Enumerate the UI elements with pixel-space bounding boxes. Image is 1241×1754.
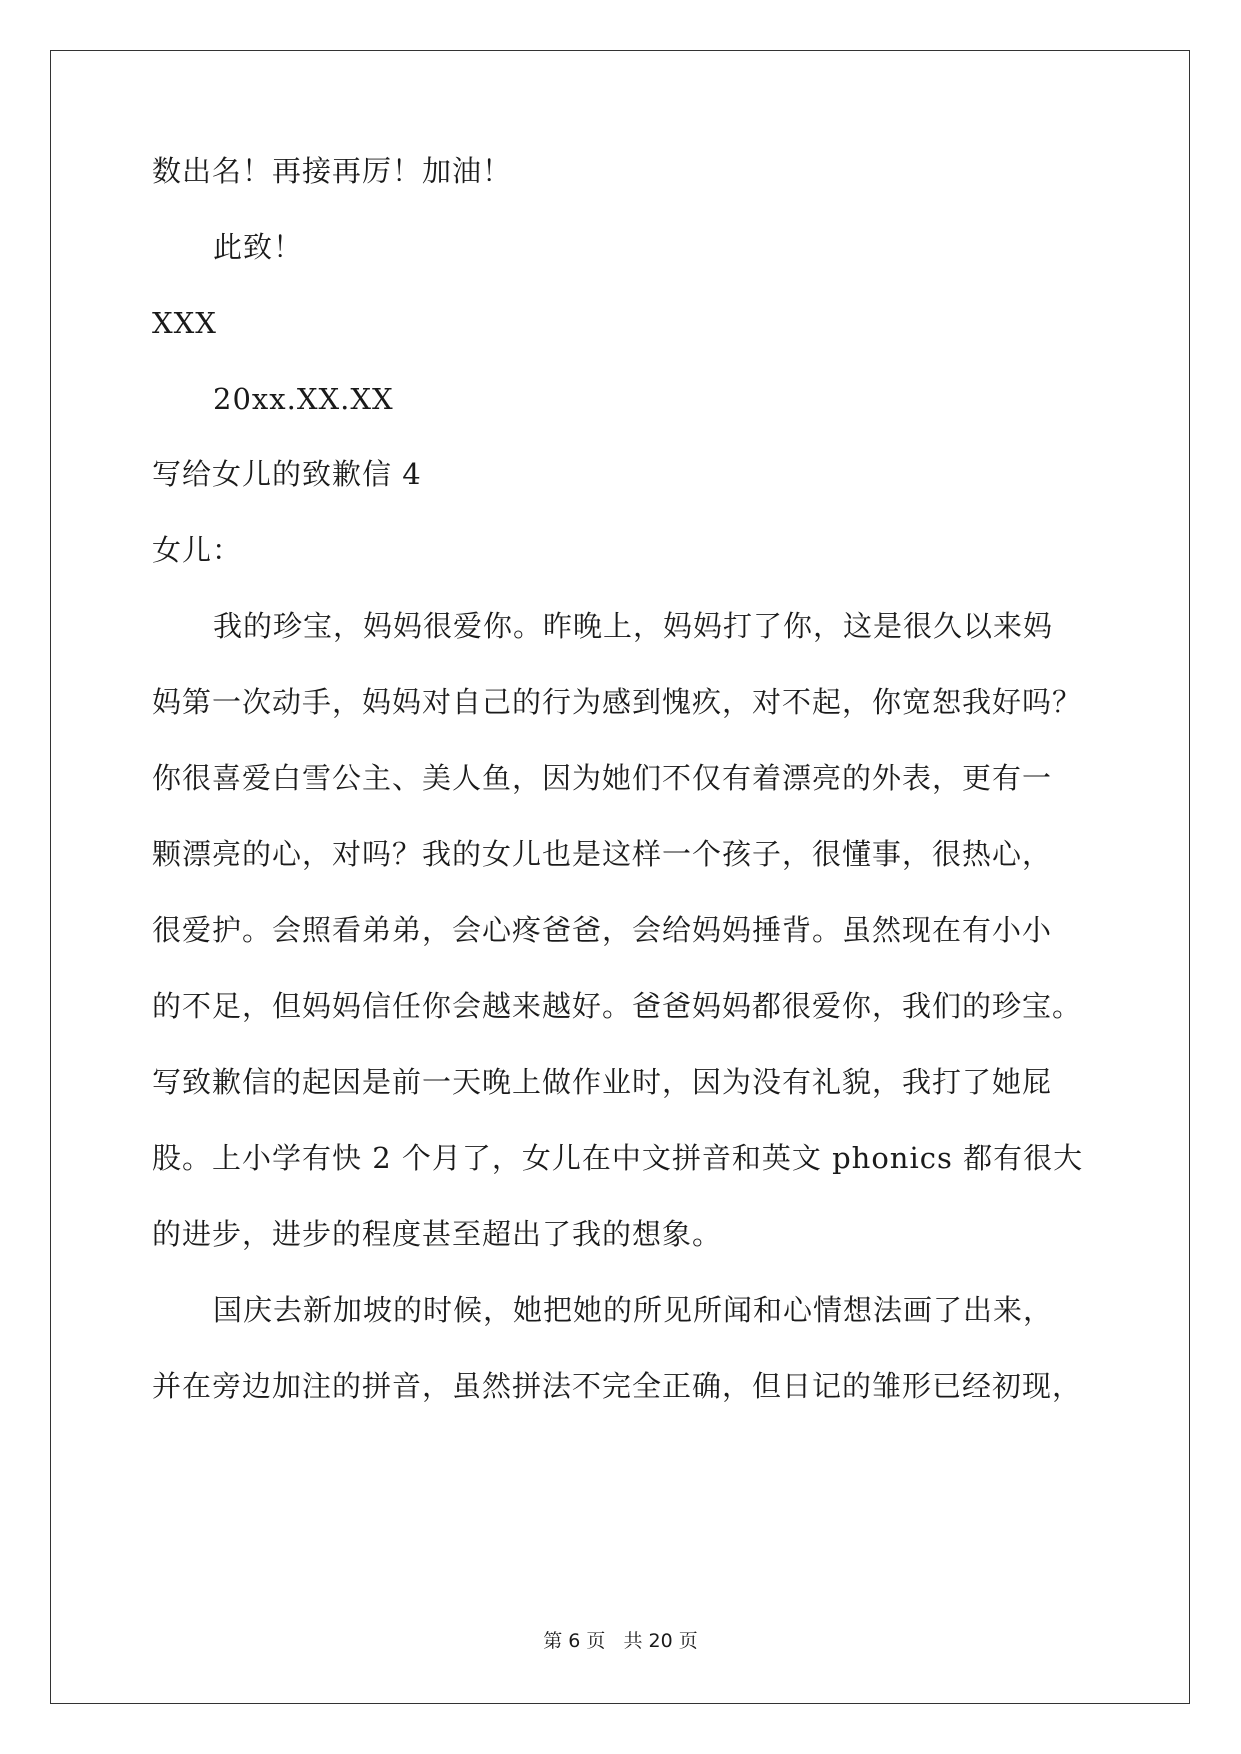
text-line-14: 股。上小学有快 2 个月了，女儿在中文拼音和英文 phonics 都有很大 — [152, 1141, 1084, 1175]
text-line-7: 我的珍宝，妈妈很爱你。昨晚上，妈妈打了你，这是很久以来妈 — [213, 609, 1054, 643]
salutation: 女儿： — [152, 533, 243, 567]
text-line-2: 此致！ — [213, 230, 304, 264]
page-border — [50, 50, 1190, 1704]
text-line-17: 并在旁边加注的拼音，虽然拼法不完全正确，但日记的雏形已经初现， — [152, 1369, 1083, 1403]
text-line-12: 的不足，但妈妈信任你会越来越好。爸爸妈妈都很爱你，我们的珍宝。 — [152, 989, 1083, 1023]
text-line-9: 你很喜爱白雪公主、美人鱼，因为她们不仅有着漂亮的外表，更有一 — [152, 761, 1053, 795]
text-line-10: 颗漂亮的心，对吗？我的女儿也是这样一个孩子，很懂事，很热心， — [152, 837, 1053, 871]
page-number: 第 6 页 — [543, 1630, 606, 1652]
text-line-1: 数出名！再接再厉！加油！ — [152, 154, 513, 188]
page-total: 共 20 页 — [623, 1630, 698, 1652]
section-heading: 写给女儿的致歉信 4 — [152, 457, 422, 491]
page-footer — [0, 1626, 1241, 1653]
text-line-11: 很爱护。会照看弟弟，会心疼爸爸，会给妈妈捶背。虽然现在有小小 — [152, 913, 1053, 947]
text-line-4: 20xx.XX.XX — [213, 382, 394, 416]
text-line-15: 的进步，进步的程度甚至超出了我的想象。 — [152, 1217, 723, 1251]
text-line-8: 妈第一次动手，妈妈对自己的行为感到愧疚，对不起，你宽恕我好吗？ — [152, 685, 1083, 719]
text-line-13: 写致歉信的起因是前一天晚上做作业时，因为没有礼貌，我打了她屁 — [152, 1065, 1053, 1099]
text-line-16: 国庆去新加坡的时候，她把她的所见所闻和心情想法画了出来， — [213, 1293, 1054, 1327]
text-line-3: XXX — [152, 306, 217, 340]
